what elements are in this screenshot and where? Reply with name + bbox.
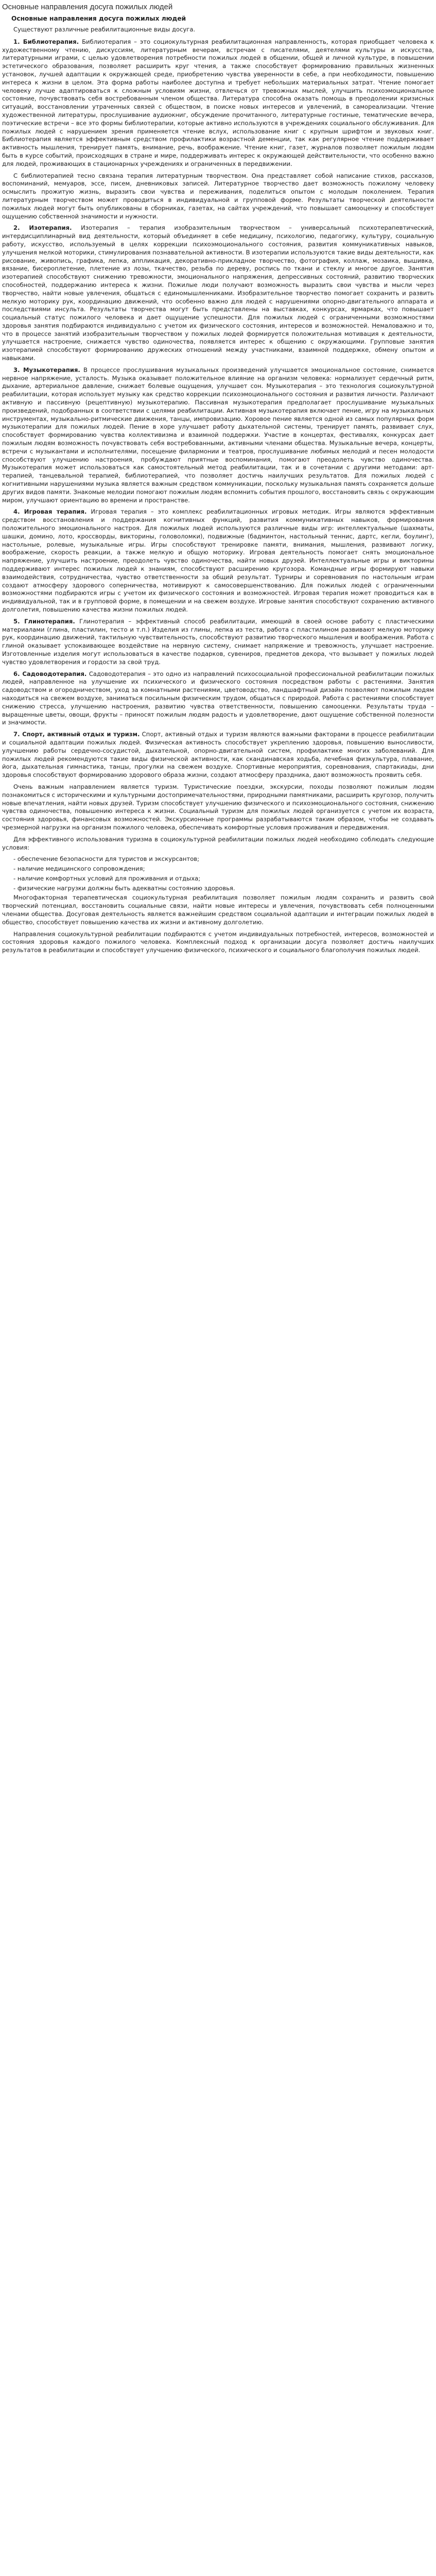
section-title: 2. Изотерапия. (13, 224, 72, 232)
section-title: 4. Игровая терапия. (13, 508, 87, 516)
section-paragraph (2, 670, 434, 727)
list-item: - обеспечение безопасности для туристов и экскурсантов; (13, 855, 200, 863)
section-paragraph (2, 836, 434, 852)
section-paragraph (2, 366, 434, 505)
section-paragraph (2, 731, 434, 779)
sections (2, 38, 434, 893)
section-text: С библиотерапией тесно связана терапия литературным творчеством. Она представляет собой написание стихов, рассказов, воспоминаний, мемуаров, эссе, писем, дневниковых записей. Литературное творчество дает возможность пожилому человеку осмыслить прожитую жизнь, выразить свои чувства и переживания, поделиться опытом с молодым поколением. Терапия литературным творчеством может проводиться в индивидуальной и групповой форме. Результаты творческой деятельности пожилых людей могут быть опубликованы в сборниках, газетах, на сайтах учреждений, что повышает самооценку и способствует ощущению собственной значимости и нужности. (2, 172, 434, 220)
section-paragraph (2, 224, 434, 363)
section-text: Изотерапия – терапия изобразительным творчеством – универсальный психотерапевтический, интердисциплинарный вид деятельности, который объединяет в себе медицину, психологию, педагогику, культуру, социальную работу, искусство, используемый в целях коррекции психоэмоционального состояния, развития коммуникативных навыков, улучшения мелкой моторики, стимулирования познавательной активности. В изотерапии используются такие виды деятельности, как рисование, живопись, графика, лепка, аппликация, декоративно-прикладное творчество, фотография, коллаж, мозаика, вышивка, вязание, бисероплетение, плетение из лозы, ткачество, резьба по дереву, роспись по ткани и стеклу и многое другое. Занятия изотерапией способствуют снижению тревожности, эмоционального напряжения, депрессивных состояний, развитию творческих способностей, поддержанию интереса к жизни. Пожилые люди получают возможность выразить свои чувства и мысли через творчество, найти новые увлечения, общаться с единомышленниками. Изобразительное творчество помогает сохранить и развить мелкую моторику рук, координацию движений, что особенно важно для людей с нарушениями опорно-двигательного аппарата и последствиями инсульта. Результаты творчества могут быть представлены на выставках, конкурсах, ярмарках, что повышает социальный статус пожилого человека и дает ощущение успешности. Для пожилых людей с ограниченными возможностями здоровья занятия подбираются индивидуально с учетом их физического состояния, интересов и возможностей. Немаловажно и то, что в процессе занятий изобразительным творчеством у пожилых людей формируется положительная мотивация к деятельности, улучшается настроение, снижается чувство одиночества, появляется интерес к общению с окружающими. Групповые занятия изотерапией способствуют формированию дружеских отношений между участниками, взаимной поддержке, обмену опытом и навыками. (2, 224, 434, 362)
closing-paragraph: Многофакторная терапевтическая социокультурная реабилитация позволяет пожилым людям сохранить и развить свой творческий потенциал, восстановить социальные связи, найти новые интересы и увлечения, почувствовать себя полноценными членами общества. Досуговая деятельность является важнейшим средством социальной адаптации и интеграции пожилых людей в общество, способствует повышению качества их жизни и активному долголетию. (2, 894, 434, 926)
page-title: Основные направления досуга пожилых людей (2, 3, 173, 11)
section-text: Игровая терапия – это комплекс реабилитационных игровых методик. Игры являются эффективным средством восстановления и поддержания когнитивных функций, развития коммуникативных навыков, формирования положительного эмоционального настроя. Для пожилых людей используются различные виды игр: интеллектуальные (шахматы, шашки, домино, лото, кроссворды, викторины, головоломки), подвижные (бадминтон, настольный теннис, дартс, кегли, боулинг), настольные, ролевые, музыкальные игры. Игры способствуют тренировке памяти, внимания, мышления, развивают логику, воображение, скорость реакции, а также мелкую и общую моторику. Игровая деятельность помогает снять эмоциональное напряжение, улучшить настроение, преодолеть чувство одиночества, найти новых друзей. Интеллектуальные игры и викторины поддерживают интерес пожилых людей к знаниям, способствуют расширению кругозора. Командные игры формируют навыки взаимодействия, сотрудничества, чувство ответственности за общий результат. Турниры и соревнования по настольным играм создают атмосферу здорового соперничества, мотивируют к самосовершенствованию. Для пожилых людей с ограниченными возможностями подбираются игры с учетом их физического состояния и возможностей. Игровая терапия может проводиться как в индивидуальной, так и в групповой форме, в помещении и на свежем воздухе. Игровые занятия способствуют сохранению активного долголетия, повышению качества жизни пожилых людей. (2, 508, 434, 613)
article-heading: Основные направления досуга пожилых людей (11, 15, 186, 22)
closing-paragraph: Направления социокультурной реабилитации подбираются с учетом индивидуальных потребностей, интересов, возможностей и состояния здоровья каждого пожилого человека. Комплексный подход к организации досуга позволяет достичь наилучших результатов в реабилитации и способствует улучшению физического, психического и социального благополучия пожилых людей. (2, 930, 434, 954)
section-paragraph (2, 172, 434, 221)
section-paragraph (2, 508, 434, 614)
section-text: Глинотерапия – эффективный способ реабилитации, имеющий в своей основе работу с пластическими материалами (глина, пластилин, тесто и т.п.) Изделия из глины, лепка из теста, работа с пластилином развивают мелкую моторику рук, координацию движений, тактильную чувствительность, способствуют развитию творческого мышления и воображения. Работа с глиной оказывает успокаивающее воздействие на нервную систему, снимает напряжение и тревожность, улучшает настроение. Изготовленные изделия могут использоваться в качестве подарков, сувениров, предметов декора, что вызывает у пожилых людей чувство удовлетворения и гордости за свой труд. (2, 617, 434, 666)
section-title: 5. Глинотерапия. (13, 617, 75, 625)
section-text: Библиотерапия – это социокультурная реабилитационная направленность, которая приобщает человека к художественному чтению, дискуссиям, литературным вечерам, встречам с писателями, деятелями культуры и искусства, литературными играми, с целью удовлетворения потребности пожилых людей в общении, общей и личной культуре, в повышении эстетического образования, позволяет расширить круг чтения, а также способствует формированию правильных жизненных установок, лучшей адаптации к окружающей среде, приобретению чувства уверенности в себе, а при необходимости, повышению интереса к жизни в целом. Эта форма работы наиболее доступна и требует небольших материальных затрат. Чтение помогает человеку лучше адаптироваться к сложным условиям жизни, отвлечься от тревожных мыслей, улучшить психоэмоциональное состояние, почувствовать себя востребованным членом общества. Литература способна оказать помощь в преодолении кризисных ситуаций, восстановлении утраченных связей с обществом, в поиске новых интересов и увлечений, в самореализации. Чтение художественной литературы, прослушивание аудиокниг, обсуждение прочитанного, литературные гостиные, тематические вечера, поэтические встречи – все это формы библиотерапии, которые активно используются в учреждениях социального обслуживания. Для пожилых людей с нарушением зрения применяется чтение вслух, использование книг с крупным шрифтом и звуковых книг. Библиотерапия является эффективным средством профилактики возрастной деменции, так как регулярное чтение поддерживает активность мышления, тренирует память, внимание, речь, воображение. Чтение книг, газет, журналов позволяет пожилым людям быть в курсе событий, происходящих в стране и мире, поддерживать интерес к окружающей действительности, что особенно важно для людей, проживающих в стационарных учреждениях и ограниченных в передвижении. (2, 38, 434, 167)
list-item: - наличие комфортных условий для проживания и отдыха; (13, 874, 201, 882)
section-title: 1. Библиотерапия. (13, 38, 79, 45)
section-paragraph (2, 783, 434, 832)
section-text: Для эффективного использования туризма в социокультурной реабилитации пожилых людей необходимо соблюдать следующие условия: (2, 835, 434, 851)
section-text: Садоводотерапия – это одно из направлений психосоциальной профессиональной реабилитации пожилых людей, направленное на улучшение их психического и физического состояния посредством работы с растениями. Занятия садоводством и огородничеством, уход за комнатными растениями, цветоводство, ландшафтный дизайн позволяют пожилым людям находиться на свежем воздухе, заниматься посильным физическим трудом, общаться с природой. Работа с растениями способствует снижению стресса, улучшению настроения, развитию чувства ответственности, повышению самооценки. Результаты труда – выращенные цветы, овощи, фрукты – приносят пожилым людям радость и удовлетворение, дают ощущение собственной полезности и значимости. (2, 670, 434, 726)
closing (2, 894, 434, 955)
section-text: Очень важным направлением является туризм. Туристические поездки, экскурсии, походы позволяют пожилым людям познакомиться с историческими и культурными достопримечательностями, природными памятниками, расширить кругозор, получить новые впечатления, найти новых друзей. Туризм способствует улучшению физического и психоэмоционального состояния, снижению чувства одиночества, повышению интереса к жизни. Социальный туризм для пожилых людей организуется с учетом их возраста, состояния здоровья, финансовых возможностей. Экскурсионные программы разрабатываются таким образом, чтобы не создавать чрезмерной нагрузки на организм пожилого человека, обеспечивать комфортные условия проживания и передвижения. (2, 783, 434, 831)
section-title: 3. Музыкотерапия. (13, 366, 80, 374)
section-text: Спорт, активный отдых и туризм являются важными факторами в процессе реабилитации и социальной адаптации пожилых людей. Физическая активность способствует укреплению здоровья, повышению выносливости, улучшению работы сердечно-сосудистой, дыхательной, опорно-двигательной систем, профилактике многих заболеваний. Для пожилых людей рекомендуются такие виды физической активности, как скандинавская ходьба, лечебная физкультура, плавание, йога, дыхательная гимнастика, танцы, прогулки на свежем воздухе. Спортивные мероприятия, соревнования, спартакиады, дни здоровья способствуют формированию здорового образа жизни, создают атмосферу праздника, дают возможность проявить себя. (2, 731, 434, 779)
section-paragraph (2, 38, 434, 168)
lead-paragraph: Существуют различные реабилитационные виды досуга. (13, 26, 196, 33)
section-title: 6. Садоводотерапия. (13, 670, 87, 677)
section-text: В процессе прослушивания музыкальных произведений улучшается эмоциональное состояние, снимается нервное напряжение, усталость. Музыка оказывает положительное влияние на организм человека: нормализует сердечный ритм, дыхание, артериальное давление, снижает болевые ощущения, улучшает сон. Музыкотерапия – это технология социокультурной реабилитации, которая использует музыку как средство коррекции психоэмоционального состояния и развития личности. Различают активную и пассивную (рецептивную) музыкотерапию. Пассивная музыкотерапия предполагает прослушивание музыкальных произведений, подобранных в соответствии с целями реабилитации. Активная музыкотерапия включает пение, игру на музыкальных инструментах, музыкально-ритмические движения, танцы, импровизацию. Хоровое пение является одной из самых популярных форм музыкотерапии для пожилых людей. Пение в хоре улучшает работу дыхательной системы, тренирует память, развивает слух, способствует формированию чувства коллективизма и взаимной поддержки. Участие в концертах, фестивалях, конкурсах дает пожилым людям возможность почувствовать себя востребованными, активными членами общества. Музыкальные вечера, концерты, встречи с музыкантами и исполнителями, посещение филармонии и театров, прослушивание любимых мелодий и песен молодости способствуют улучшению настроения, пробуждают приятные воспоминания, помогают преодолеть чувство одиночества. Музыкотерапия может использоваться как самостоятельный метод реабилитации, так и в сочетании с другими методами: арт-терапией, танцевальной терапией, библиотерапией, что позволяет достичь наилучших результатов. Для пожилых людей с когнитивными нарушениями музыка является важным средством коммуникации, поскольку музыкальная память сохраняется дольше других видов памяти. Знакомые мелодии помогают пожилым людям вспомнить события прошлого, восстановить связь с окружающим миром, улучшают ориентацию во времени и пространстве. (2, 366, 434, 504)
section-paragraph (2, 618, 434, 667)
list-item: - наличие медицинского сопровождения; (13, 865, 145, 873)
article-content (2, 14, 434, 955)
article (0, 2, 436, 962)
list-item: - физические нагрузки должны быть адекватны состоянию здоровья. (13, 884, 235, 892)
section-title: 7. Спорт, активный отдых и туризм. (13, 731, 140, 738)
